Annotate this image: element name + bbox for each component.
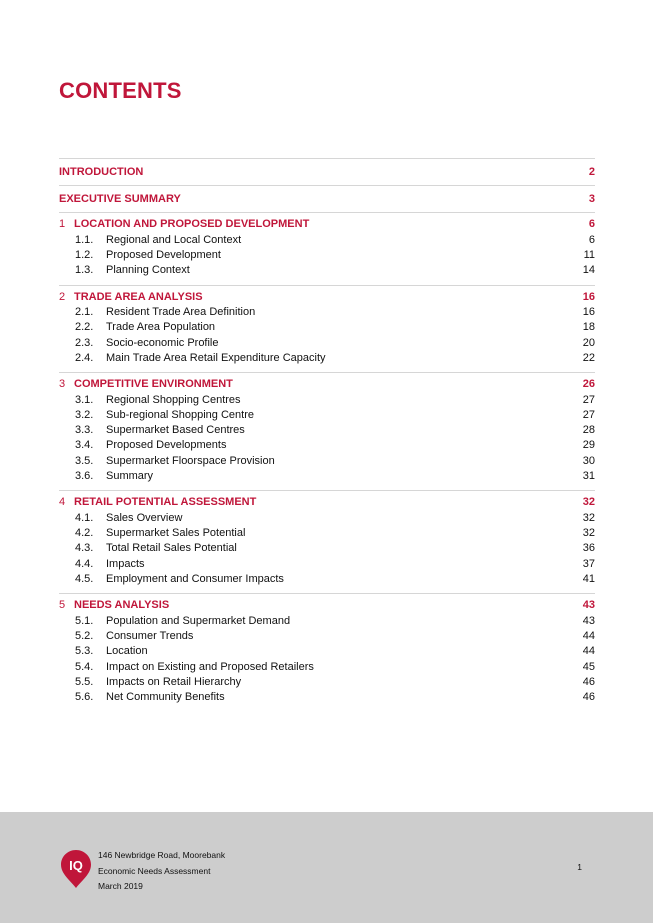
page-number: 1: [577, 862, 582, 872]
subentry-number: 2.1.: [75, 306, 94, 319]
subentry-page: 14: [582, 263, 595, 276]
section-number: 1: [59, 218, 66, 230]
toc-subentry[interactable]: [59, 247, 595, 262]
subentry-page: 11: [583, 248, 595, 261]
subentry-page: 37: [582, 557, 595, 570]
toc-subentry[interactable]: [59, 392, 595, 407]
subentry-number: 5.4.: [75, 660, 94, 673]
section-number: 4: [59, 496, 66, 509]
toc-section-heading[interactable]: [59, 494, 595, 510]
toc-entry-title: INTRODUCTION: [59, 166, 144, 178]
toc-section-location: [59, 212, 595, 285]
subentry-page: 43: [582, 614, 595, 627]
subentry-page: 32: [582, 512, 595, 525]
subentry-title: Proposed Development: [106, 248, 221, 261]
subentry-title: Regional Shopping Centres: [106, 393, 241, 406]
subentry-number: 5.1.: [75, 614, 94, 627]
toc-subentry[interactable]: [59, 320, 595, 335]
subentry-number: 1.1.: [75, 233, 94, 246]
subentry-page: 27: [582, 409, 595, 422]
subentry-page: 18: [582, 321, 595, 334]
subentry-title: Impacts on Retail Hierarchy: [106, 675, 242, 688]
subentry-number: 4.2.: [75, 527, 94, 540]
subentry-title: Regional and Local Context: [106, 233, 242, 246]
toc-subentry[interactable]: [59, 510, 595, 525]
toc-subentry[interactable]: [59, 438, 595, 453]
toc-section-competitive-environment: [59, 372, 595, 490]
toc-subentry[interactable]: [59, 423, 595, 438]
subentry-page: 46: [582, 690, 595, 703]
section-title: NEEDS ANALYSIS: [74, 599, 170, 612]
section-title: TRADE AREA ANALYSIS: [74, 290, 203, 303]
subentry-number: 2.3.: [75, 336, 94, 349]
table-of-contents: [59, 158, 595, 712]
subentry-number: 5.5.: [75, 675, 94, 688]
toc-subentry[interactable]: [59, 262, 595, 277]
subentry-title: Sub-regional Shopping Centre: [106, 409, 254, 422]
subentry-number: 5.2.: [75, 630, 94, 643]
toc-subentry[interactable]: [59, 468, 595, 483]
toc-subentry[interactable]: [59, 674, 595, 689]
subentry-title: Resident Trade Area Definition: [106, 306, 256, 319]
subentry-number: 3.1.: [75, 393, 94, 406]
toc-subentry[interactable]: [59, 689, 595, 704]
toc-subentry[interactable]: [59, 408, 595, 423]
toc-section-retail-potential: [59, 490, 595, 593]
subentry-number: 3.2.: [75, 409, 94, 422]
subentry-number: 2.4.: [75, 351, 94, 364]
section-page: 32: [582, 496, 595, 509]
toc-subentry[interactable]: [59, 571, 595, 586]
section-page: 16: [582, 290, 595, 303]
toc-section-heading[interactable]: [59, 216, 595, 232]
subentry-title: Impacts: [106, 557, 145, 570]
toc-entry-executive-summary[interactable]: [59, 185, 595, 212]
toc-subentry[interactable]: [59, 556, 595, 571]
subentry-title: Population and Supermarket Demand: [106, 614, 291, 627]
subentry-page: 31: [582, 469, 595, 482]
section-number: 2: [59, 290, 66, 303]
toc-subentry[interactable]: [59, 644, 595, 659]
section-page: 26: [582, 378, 595, 391]
subentry-number: 5.3.: [75, 645, 94, 658]
subentry-number: 2.2.: [75, 321, 94, 334]
subentry-title: Planning Context: [106, 263, 190, 276]
footer-date: March 2019: [98, 881, 143, 891]
footer-details: [98, 848, 225, 895]
subentry-title: Supermarket Sales Potential: [106, 527, 246, 540]
subentry-page: 32: [582, 527, 595, 540]
subentry-title: Socio-economic Profile: [106, 336, 219, 349]
subentry-number: 3.3.: [75, 424, 94, 437]
subentry-title: Main Trade Area Retail Expenditure Capacity: [106, 351, 326, 364]
section-title: RETAIL POTENTIAL ASSESSMENT: [74, 496, 257, 509]
subentry-number: 4.3.: [75, 542, 94, 555]
subentry-title: Consumer Trends: [106, 630, 194, 643]
section-title: LOCATION AND PROPOSED DEVELOPMENT: [74, 218, 310, 230]
subentry-title: Total Retail Sales Potential: [106, 542, 237, 555]
subentry-page: 30: [582, 454, 595, 467]
subentry-title: Employment and Consumer Impacts: [106, 572, 284, 585]
subentry-title: Sales Overview: [106, 512, 183, 525]
toc-subentry[interactable]: [59, 232, 595, 247]
subentry-page: 46: [582, 675, 595, 688]
toc-subentry[interactable]: [59, 305, 595, 320]
subentry-number: 3.6.: [75, 469, 94, 482]
subentry-page: 22: [582, 351, 595, 364]
subentry-page: 6: [588, 233, 595, 246]
toc-subentry[interactable]: [59, 335, 595, 350]
toc-section-heading[interactable]: [59, 597, 595, 613]
section-number: 5: [59, 599, 66, 612]
subentry-title: Impact on Existing and Proposed Retailers: [106, 660, 314, 673]
subentry-title: Net Community Benefits: [106, 690, 225, 703]
subentry-title: Supermarket Based Centres: [106, 424, 245, 437]
toc-subentry[interactable]: [59, 541, 595, 556]
subentry-number: 4.5.: [75, 572, 94, 585]
subentry-title: Proposed Developments: [106, 439, 227, 452]
toc-section-trade-area: [59, 285, 595, 373]
subentry-page: 44: [582, 630, 595, 643]
page-footer: [0, 812, 653, 923]
subentry-number: 1.2.: [75, 248, 94, 261]
toc-entry-introduction[interactable]: [59, 158, 595, 185]
subentry-title: Supermarket Floorspace Provision: [106, 454, 275, 467]
section-title: COMPETITIVE ENVIRONMENT: [74, 378, 233, 391]
subentry-number: 3.5.: [75, 454, 94, 467]
toc-subentry[interactable]: [59, 526, 595, 541]
toc-subentry[interactable]: [59, 613, 595, 628]
toc-subentry[interactable]: [59, 350, 595, 365]
logo-text: IQ: [69, 858, 83, 873]
toc-section-needs-analysis: [59, 593, 595, 711]
toc-section-heading[interactable]: [59, 376, 595, 392]
subentry-page: 36: [582, 542, 595, 555]
subentry-page: 28: [582, 424, 595, 437]
subentry-page: 20: [582, 336, 595, 349]
subentry-page: 41: [582, 572, 595, 585]
page-title: CONTENTS: [59, 78, 182, 103]
subentry-page: 45: [582, 660, 595, 673]
subentry-page: 29: [582, 439, 595, 452]
toc-section-heading[interactable]: [59, 289, 595, 305]
iq-logo-icon: [60, 849, 92, 889]
subentry-number: 5.6.: [75, 690, 94, 703]
toc-entry-page: 3: [588, 193, 595, 205]
toc-subentry[interactable]: [59, 453, 595, 468]
toc-entry-title: EXECUTIVE SUMMARY: [59, 193, 181, 205]
footer-address: 146 Newbridge Road, Moorebank: [98, 850, 226, 860]
section-page: 6: [588, 218, 595, 230]
subentry-number: 4.4.: [75, 557, 94, 570]
subentry-page: 16: [582, 306, 595, 319]
subentry-number: 3.4.: [75, 439, 94, 452]
subentry-number: 1.3.: [75, 263, 94, 276]
subentry-title: Location: [106, 645, 148, 658]
toc-subentry[interactable]: [59, 659, 595, 674]
subentry-title: Summary: [106, 469, 154, 482]
section-number: 3: [59, 378, 66, 391]
section-page: 43: [582, 599, 595, 612]
toc-subentry[interactable]: [59, 629, 595, 644]
toc-entry-page: 2: [588, 166, 595, 178]
subentry-title: Trade Area Population: [106, 321, 216, 334]
subentry-number: 4.1.: [75, 512, 94, 525]
footer-report-title: Economic Needs Assessment: [98, 865, 211, 876]
subentry-page: 44: [582, 645, 595, 658]
subentry-page: 27: [582, 393, 595, 406]
